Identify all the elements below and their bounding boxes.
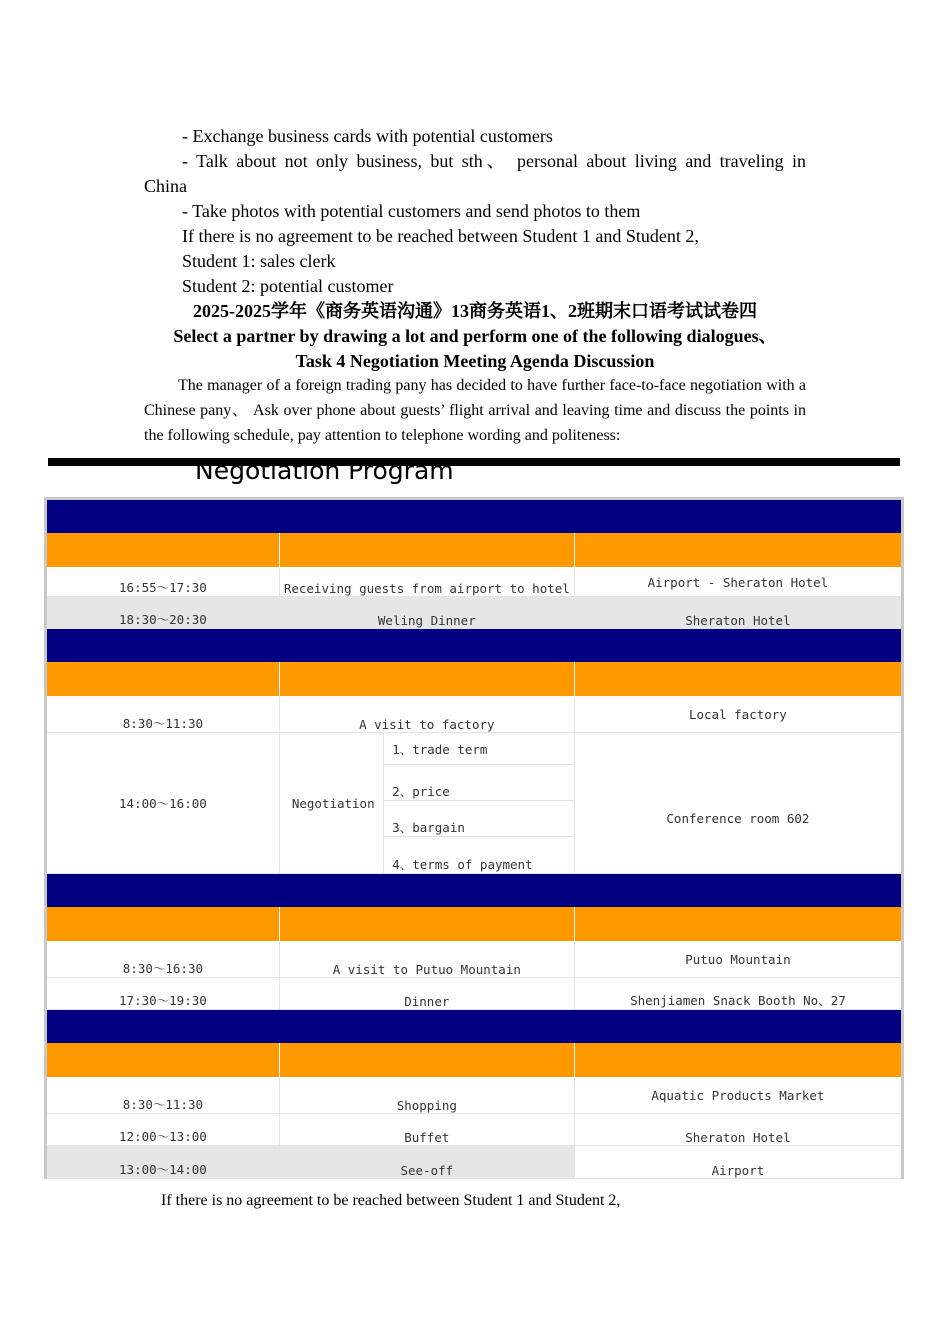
topic-cell: 1、trade term: [384, 733, 575, 765]
negotiation-program-table: [44, 497, 904, 1179]
bullet-talk-about-cont: China: [144, 176, 187, 196]
student1-role: Student 1: sales clerk: [182, 251, 336, 271]
bullet-talk-about: - Talk about not only business, but sth、 personal about living and traveling in: [182, 151, 806, 171]
place-cell: Local factory: [574, 697, 902, 733]
table-row: [46, 568, 903, 597]
day3-header-cell: [46, 874, 903, 907]
heading-rule: [48, 458, 900, 466]
column-place-cell: [574, 662, 902, 697]
bullet-take-photos: - Take photos with potential customers and send photos to them: [182, 201, 641, 221]
program-title: Negotiation Program: [195, 456, 454, 485]
task-title: Task 4 Negotiation Meeting Agenda Discussion: [295, 351, 655, 371]
activity-cell: Weling Dinner: [279, 597, 574, 629]
time-cell: 13:00～14:00: [46, 1146, 280, 1179]
time-cell: 16:55～17:30: [46, 568, 280, 597]
activity-cell: Dinner: [279, 978, 574, 1010]
place-cell: Airport: [574, 1146, 902, 1179]
day2-header-cell: [46, 629, 903, 662]
day1-header-row: [46, 499, 903, 533]
time-cell: 12:00～13:00: [46, 1114, 280, 1146]
place-cell: Aquatic Products Market: [574, 1078, 902, 1114]
time-cell: 18:30～20:30: [46, 597, 280, 629]
place-cell: Conference room 602: [574, 733, 902, 874]
day3-column-row: [46, 907, 903, 942]
footer-agreement-line: If there is no agreement to be reached between Student 1 and Student 2,: [161, 1192, 621, 1209]
column-place-cell: [574, 533, 902, 568]
time-cell: 17:30～19:30: [46, 978, 280, 1010]
column-activity-cell: [279, 533, 574, 568]
exam-instruction: Select a partner by drawing a lot and perform one of the following dialogues、: [173, 326, 777, 346]
column-place-cell: [574, 907, 902, 942]
task-paragraph: [144, 373, 806, 448]
table-row: [46, 597, 903, 629]
topic-cell: 4、terms of payment: [384, 837, 575, 874]
agreement-line: If there is no agreement to be reached between Student 1 and Student 2,: [182, 226, 699, 246]
time-cell: 8:30～16:30: [46, 942, 280, 978]
activity-cell: See-off: [279, 1146, 574, 1179]
exam-title: 2025-2025学年《商务英语沟通》13商务英语1、2班期末口语考试试卷四: [193, 301, 757, 321]
activity-cell: Buffet: [279, 1114, 574, 1146]
time-cell: 14:00～16:00: [46, 733, 280, 874]
activity-cell: A visit to factory: [279, 697, 574, 733]
column-activity-cell: [279, 1043, 574, 1078]
column-activity-cell: [279, 907, 574, 942]
column-activity-cell: [279, 662, 574, 697]
day1-header-cell: [46, 499, 903, 533]
table-row: [46, 942, 903, 978]
column-place-cell: [574, 1043, 902, 1078]
place-cell: Sheraton Hotel: [574, 597, 902, 629]
column-time-cell: [46, 1043, 280, 1078]
time-cell: 8:30～11:30: [46, 697, 280, 733]
activity-cell: Receiving guests from airport to hotel: [279, 568, 574, 597]
day2-column-row: [46, 662, 903, 697]
table-row: [46, 1146, 903, 1179]
activity-cell: A visit to Putuo Mountain: [279, 942, 574, 978]
time-cell: 8:30～11:30: [46, 1078, 280, 1114]
activity-cell: Negotiation: [279, 733, 383, 874]
table-row: [46, 1078, 903, 1114]
place-cell: Sheraton Hotel: [574, 1114, 902, 1146]
place-cell: Putuo Mountain: [574, 942, 902, 978]
bullet-business-cards: - Exchange business cards with potential customers: [182, 126, 553, 146]
table-row: [46, 1114, 903, 1146]
day4-header-row: [46, 1010, 903, 1043]
activity-cell: Shopping: [279, 1078, 574, 1114]
student2-role: Student 2: potential customer: [182, 276, 394, 296]
day1-column-row: [46, 533, 903, 568]
table-row: [46, 697, 903, 733]
task-paragraph-text: The manager of a foreign trading pany has decided to have further face-to-face negotiation with a Chinese pany、 Ask over phone about guests’ flight arrival and leaving time and discuss the points in the following schedule, pay attention to telephone wording and politeness:: [144, 377, 806, 444]
day3-header-row: [46, 874, 903, 907]
day4-column-row: [46, 1043, 903, 1078]
place-cell: Shenjiamen Snack Booth No、27: [574, 978, 902, 1010]
topic-cell: 3、bargain: [384, 801, 575, 837]
topic-cell: 2、price: [384, 765, 575, 801]
column-time-cell: [46, 533, 280, 568]
table-row: [46, 978, 903, 1010]
day4-header-cell: [46, 1010, 903, 1043]
column-time-cell: [46, 662, 280, 697]
day2-header-row: [46, 629, 903, 662]
place-cell: Airport - Sheraton Hotel: [574, 568, 902, 597]
table-row: [46, 733, 903, 765]
column-time-cell: [46, 907, 280, 942]
